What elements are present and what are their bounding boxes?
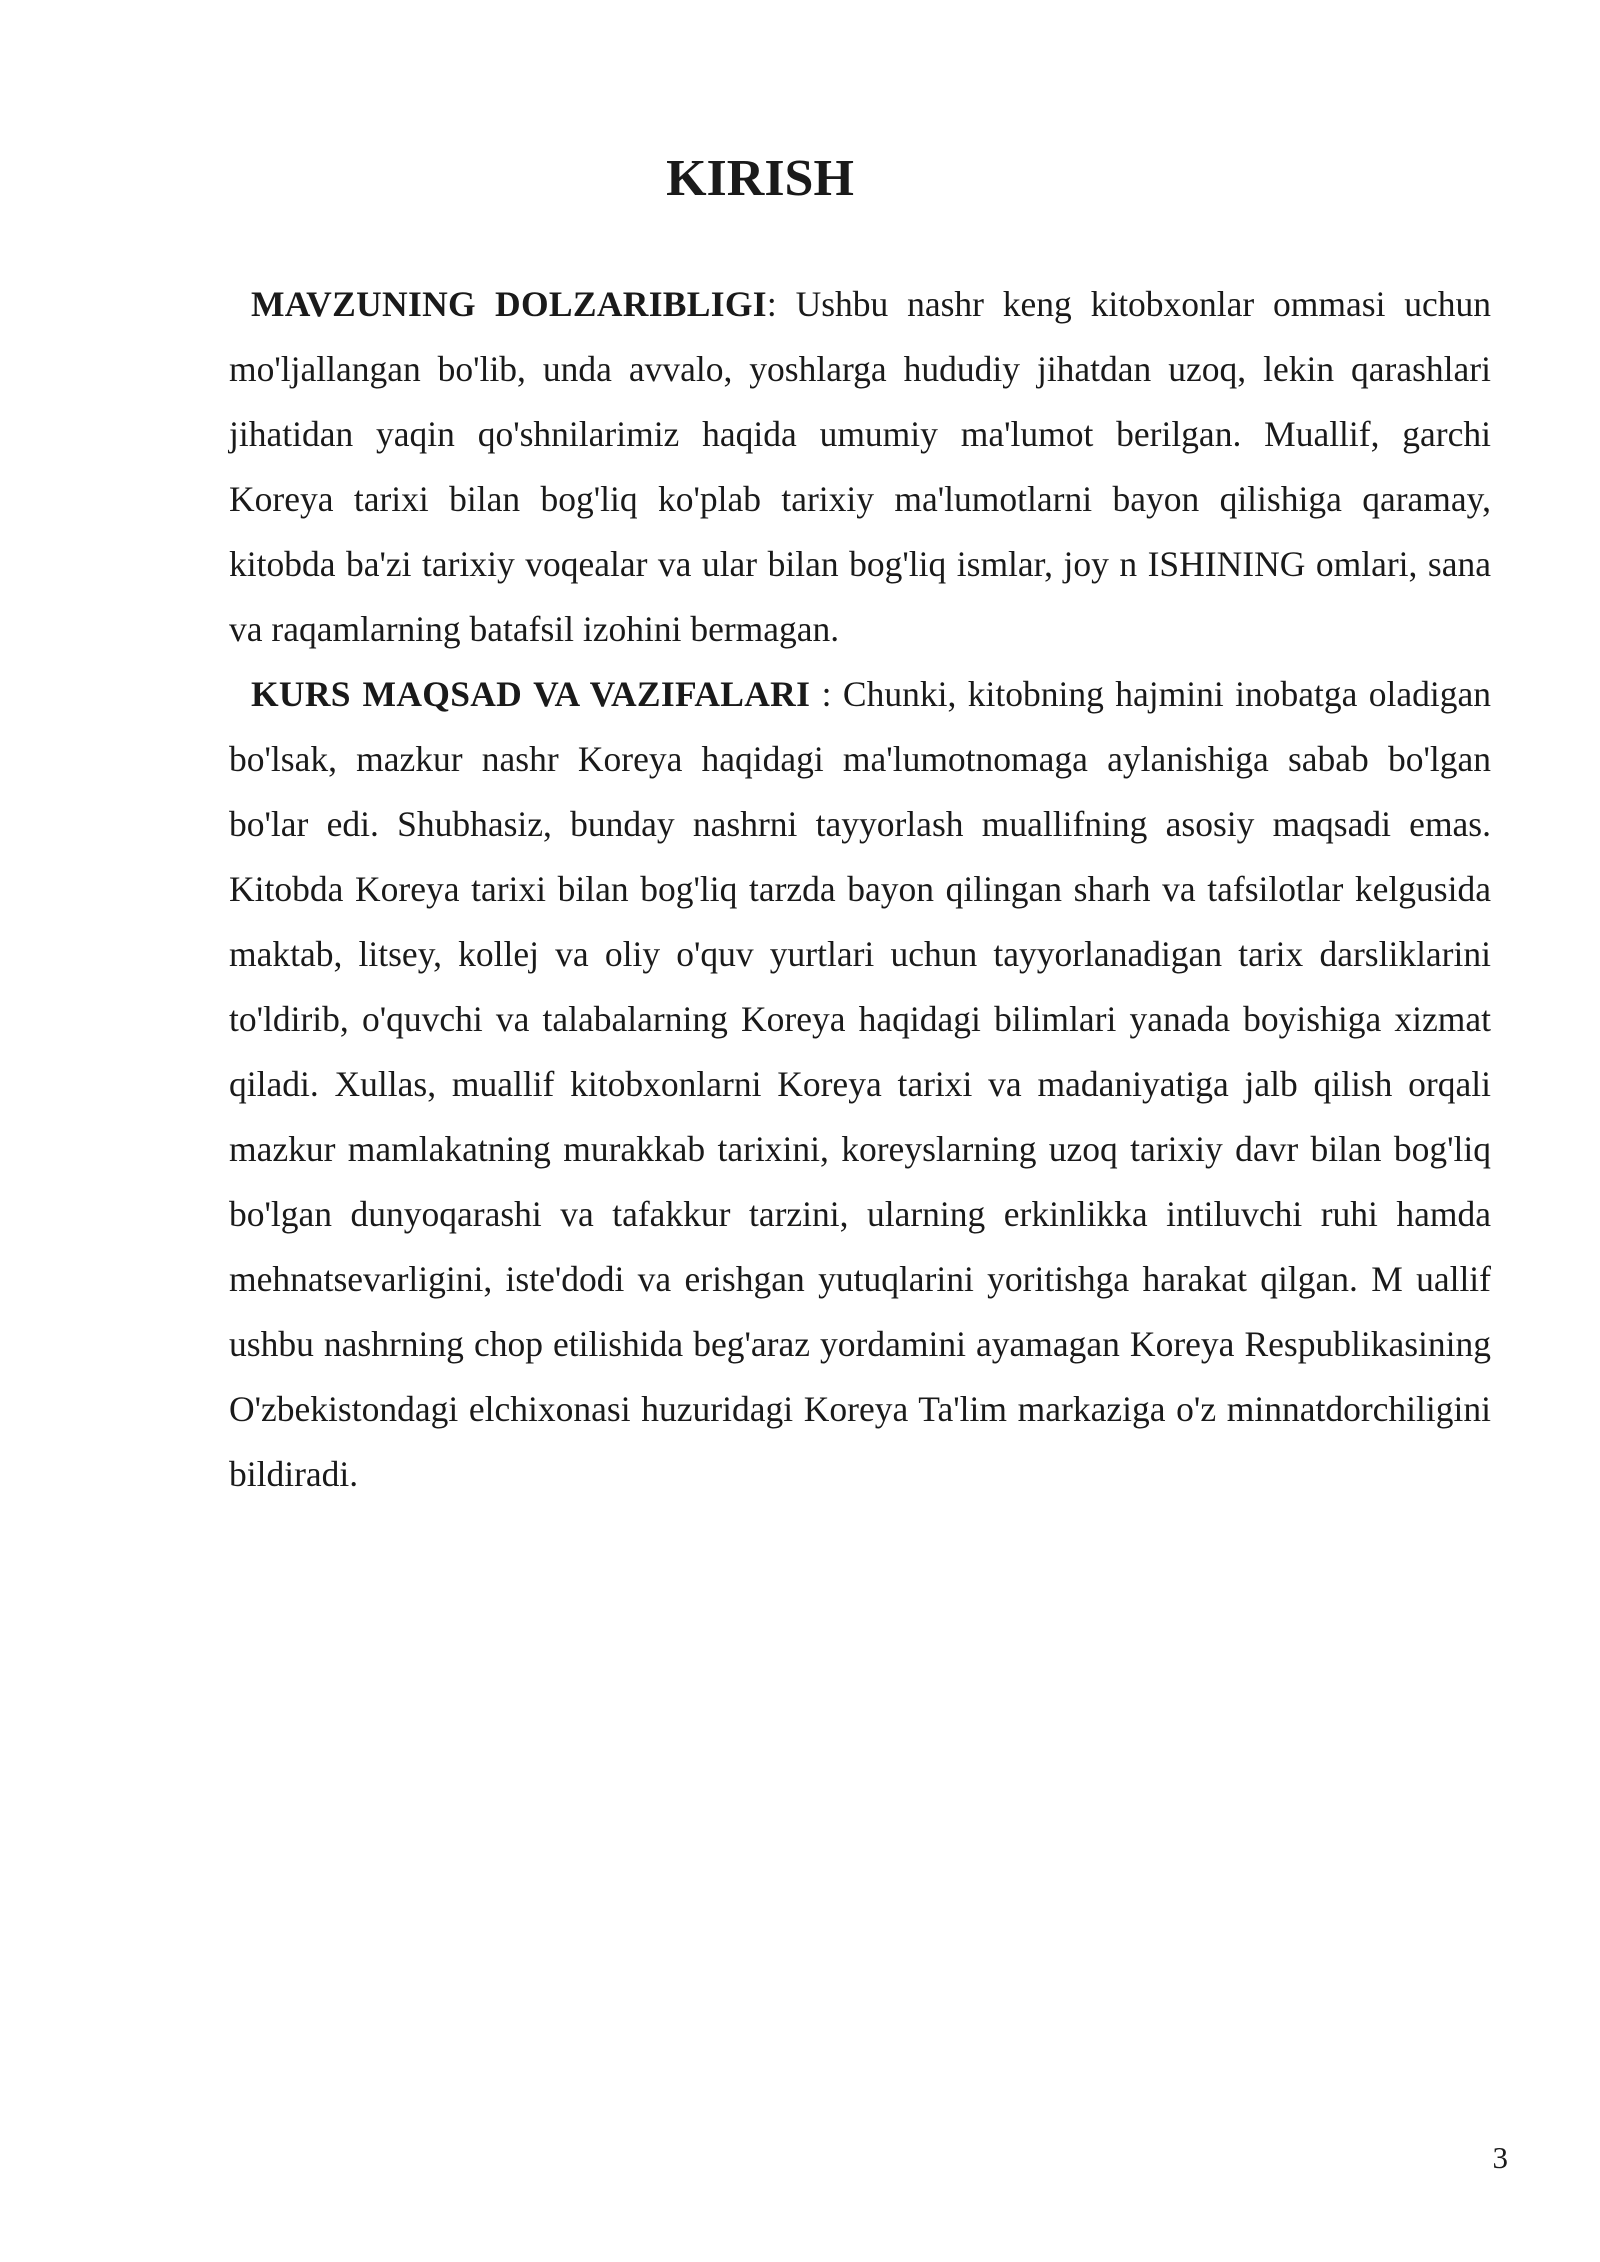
paragraph-text: Chunki, kitobning hajmini inobatga oladigan bo'lsak, mazkur nashr Koreya haqidagi ma'lumotnomaga aylanishiga sabab bo'lgan bo'lar edi. Shubhasiz, bunday nashrni tayyorlash muallifning asosiy maqsadi emas. Kitobda Koreya tarixi bilan bog'liq tarzda bayon qilingan sharh va tafsilotlar kelgusida maktab, litsey, kollej va oliy o'quv yurtlari uchun tayyorlanadigan tarix darsliklarini to'ldirib, o'quvchi va talabalarning Koreya haqidagi bilimlari yanada boyishiga xizmat qiladi. Xullas, muallif kitobxonlarni Koreya tarixi va madaniyatiga jalb qilish orqali mazkur mamlakatning murakkab tarixini, koreyslarning uzoq tarixiy davr bilan bog'liq bo'lgan dunyoqarashi va tafakkur tarzini, ularning erkinlikka intiluvchi ruhi hamda mehnatsevarligini, iste'dodi va erishgan yutuqlarini yoritishga harakat qilgan. M uallif ushbu nashrning chop etilishida beg'araz yordamini ayamagan Koreya Respublikasining O'zbekistondagi elchixonasi huzuridagi Koreya Ta'lim markaziga o'z minnatdorchiligini bildiradi.: [229, 674, 1491, 1494]
heading-separator: :: [766, 284, 796, 324]
paragraph-heading: KURS MAQSAD VA VAZIFALARI: [251, 674, 811, 714]
body-text: [229, 272, 1491, 1507]
heading-separator: :: [810, 674, 843, 714]
paragraph-text: Ushbu nashr keng kitobxonlar ommasi uchun mo'ljallangan bo'lib, unda avvalo, yoshlarga hududiy jihatdan uzoq, lekin qarashlari jihatidan yaqin qo'shnilarimiz haqida umumiy ma'lumot berilgan. Muallif, garchi Koreya tarixi bilan bog'liq ko'plab tarixiy ma'lumotlarni bayon qilishiga qaramay, kitobda ba'zi tarixiy voqealar va ular bilan bog'liq ismlar, joy n ISHINING omlari, sana va raqamlarning batafsil izohini bermagan.: [229, 284, 1492, 649]
paragraph-goals: [229, 662, 1491, 1507]
page-number: 3: [1492, 2140, 1508, 2175]
paragraph-relevance: [229, 272, 1491, 662]
paragraph-heading: MAVZUNING DOLZARIBLIGI: [251, 284, 767, 324]
page-title: KIRISH: [666, 150, 854, 207]
